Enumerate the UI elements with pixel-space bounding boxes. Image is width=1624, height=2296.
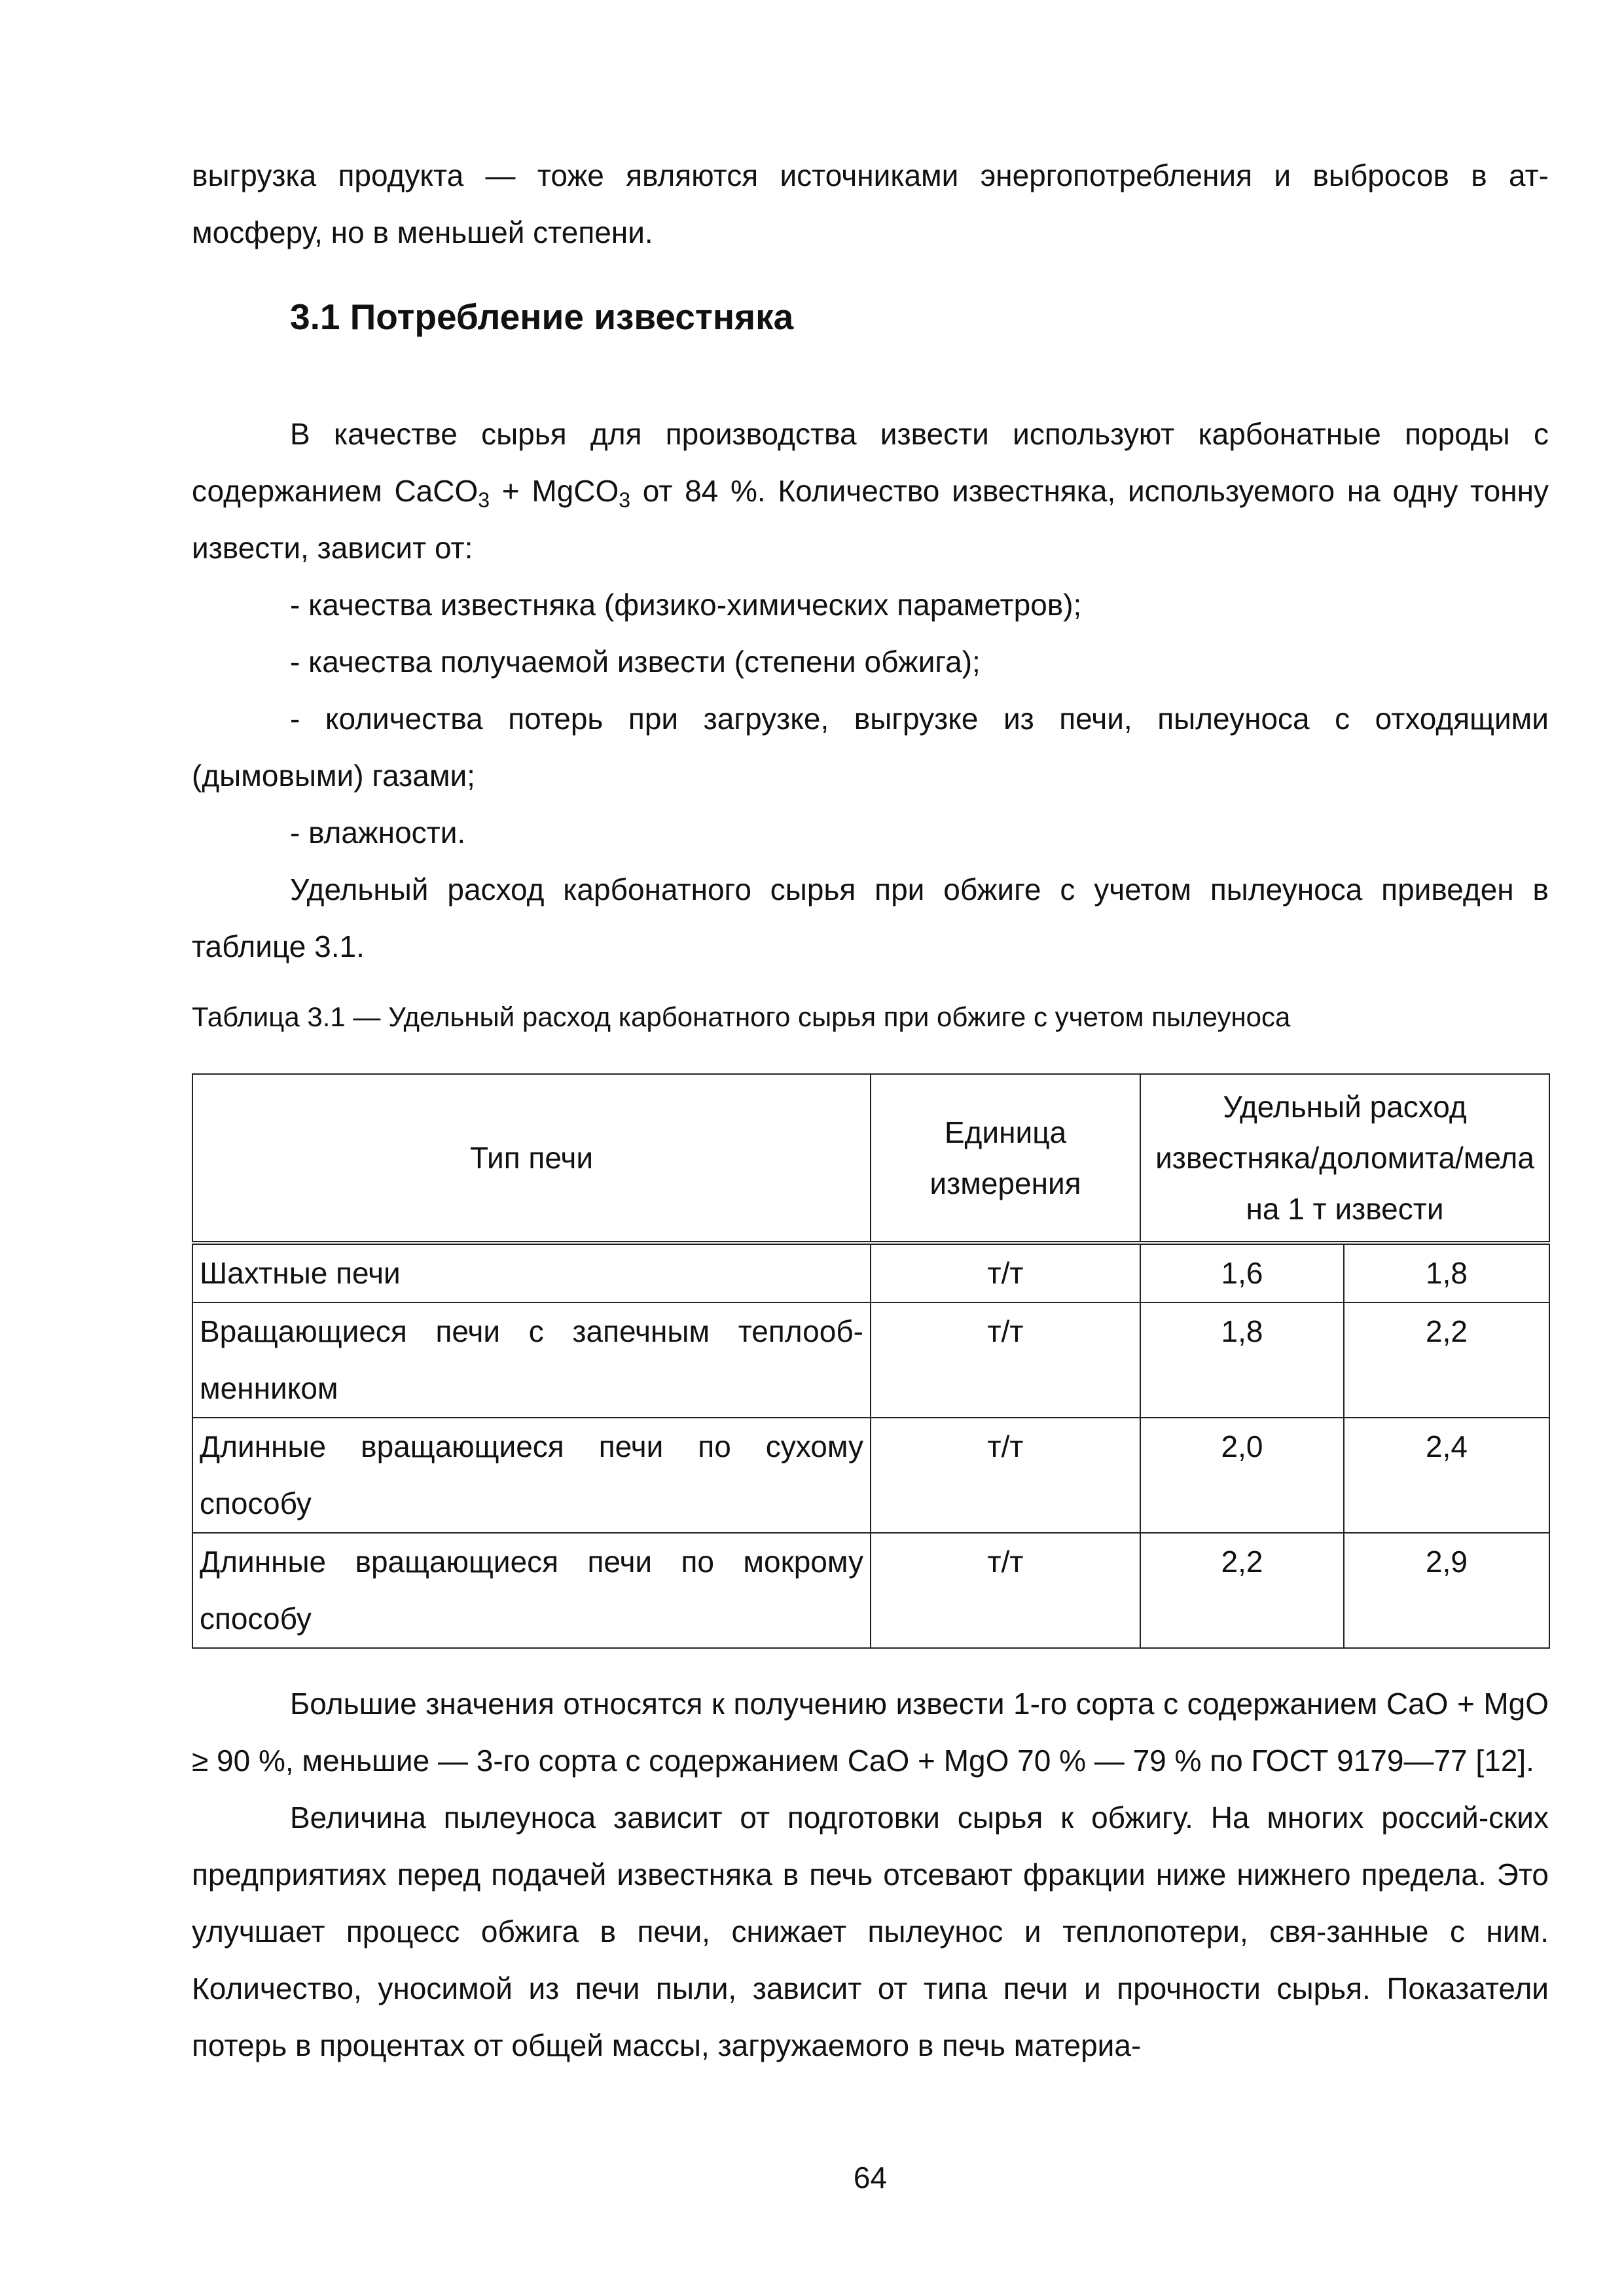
cell-furnace-type: Вращающиеся печи с запечным теплооб-менником xyxy=(192,1302,871,1418)
cell-value-min: 2,2 xyxy=(1140,1533,1344,1648)
para1-text-c: от 84 %. Количество известняка, используемого на одну тонну извести, зависит от: xyxy=(192,474,1549,565)
page-number: 64 xyxy=(853,2161,888,2195)
cell-value-max: 1,8 xyxy=(1344,1243,1549,1302)
para1-subscript-1: 3 xyxy=(478,488,490,512)
header-unit: Единица измерения xyxy=(871,1074,1140,1243)
cell-unit: т/т xyxy=(871,1533,1140,1648)
para1-text-b: + MgCO xyxy=(490,474,619,508)
cell-value-max: 2,4 xyxy=(1344,1418,1549,1533)
cell-unit: т/т xyxy=(871,1243,1140,1302)
table-row xyxy=(192,1418,1549,1533)
list-item: - качества получаемой извести (степени обжига); xyxy=(290,645,981,679)
paragraph-raw-materials xyxy=(192,406,1549,577)
list-item: - влажности. xyxy=(290,816,466,850)
consumption-table xyxy=(192,1073,1550,1649)
cell-value-min: 1,6 xyxy=(1140,1243,1344,1302)
table-header-row xyxy=(192,1074,1549,1243)
cell-unit: т/т xyxy=(871,1302,1140,1418)
cell-value-min: 2,0 xyxy=(1140,1418,1344,1533)
body-block-2 xyxy=(192,1676,1549,2074)
table-row xyxy=(192,1243,1549,1302)
intro-line-1: выгрузка продукта — тоже являются источниками энергопотребления и выбросов в ат- xyxy=(192,158,1549,192)
cell-unit: т/т xyxy=(871,1418,1140,1533)
list-item: - качества известняка (физико-химических параметров); xyxy=(290,588,1082,622)
cell-value-min: 1,8 xyxy=(1140,1302,1344,1418)
cell-furnace-type: Длинные вращающиеся печи по мокрому способу xyxy=(192,1533,871,1648)
table-row xyxy=(192,1302,1549,1418)
paragraph-dust-loss: Величина пылеуноса зависит от подготовки сырья к обжигу. На многих россий-ских предприятиях перед подачей известняка в печь отсевают фракции ниже нижнего предела. Это улучшает процесс обжига в печи, снижает пылеунос и теплопотери, свя-занные с ним. Количество, уносимой из печи пыли, зависит от типа печи и прочности сырья. Показатели потерь в процентах от общей массы, загружаемого в печь материа- xyxy=(192,1801,1549,2062)
para1-text-a: В качестве сырья для производства извести используют карбонатные породы с содержанием CaCO xyxy=(192,417,1549,508)
cell-furnace-type: Длинные вращающиеся печи по сухому способу xyxy=(192,1418,871,1533)
header-specific-consumption: Удельный расход известняка/доломита/мела на 1 т извести xyxy=(1140,1074,1549,1243)
cell-furnace-type: Шахтные печи xyxy=(192,1243,871,1302)
table-row xyxy=(192,1533,1549,1648)
cell-value-max: 2,9 xyxy=(1344,1533,1549,1648)
intro-line-2: мосферу, но в меньшей степени. xyxy=(192,215,653,249)
para1-subscript-2: 3 xyxy=(619,488,631,512)
body-block-1 xyxy=(192,406,1549,975)
table-caption: Таблица 3.1 — Удельный расход карбонатного сырья при обжиге с учетом пылеуноса xyxy=(192,1001,1291,1032)
section-heading: 3.1 Потребление известняка xyxy=(290,296,794,337)
header-furnace-type: Тип печи xyxy=(192,1074,871,1243)
cell-value-max: 2,2 xyxy=(1344,1302,1549,1418)
list-item: - количества потерь при загрузке, выгрузке из печи, пылеуноса с отходящими (дымовыми) газами; xyxy=(192,702,1549,793)
paragraph-table-reference: Удельный расход карбонатного сырья при обжиге с учетом пылеуноса приведен в таблице 3.1. xyxy=(192,872,1549,963)
paragraph-grades: Большие значения относятся к получению извести 1-го сорта с содержанием CaO + MgO ≥ 90 %, меньшие — 3-го сорта с содержанием CaO + MgO 70 % — 79 % по ГОСТ 9179—77 [12]. xyxy=(192,1687,1549,1778)
